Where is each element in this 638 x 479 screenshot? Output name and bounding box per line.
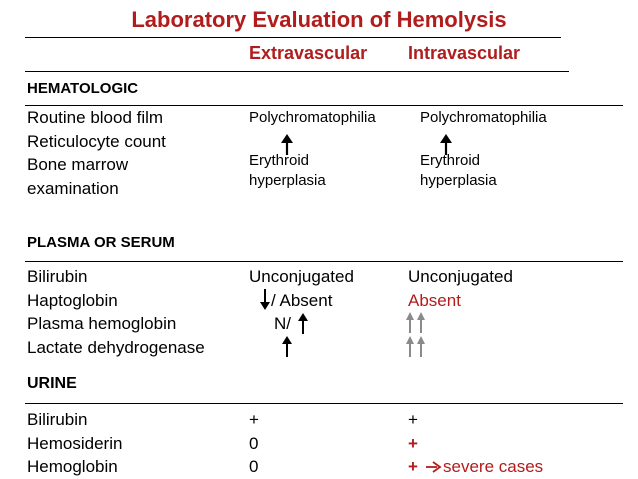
row-label: examination [27,178,119,198]
extra-film-value: Polychromatophilia [249,109,376,126]
row-label: Hemoglobin [27,457,118,476]
column-header-intravascular: Intravascular [408,43,521,63]
row-label: Lactate dehydrogenase [27,337,205,357]
section-heading-plasma: PLASMA OR SERUM [27,234,175,251]
divider-line [25,261,623,262]
divider-line [25,71,569,72]
decrease-arrow-icon [259,289,271,311]
extra-marrow-line2: hyperplasia [249,172,326,189]
double-increase-arrow-icon [405,312,427,334]
double-increase-arrow-icon [405,336,427,358]
extra-urine-hemosiderin: 0 [249,433,259,453]
row-label: Haptoglobin [27,290,118,310]
intra-bilirubin-value: Unconjugated [408,267,513,286]
divider-line [25,403,623,404]
right-arrow-icon [425,461,442,473]
intra-urine-hemoglobin-note: severe cases [443,457,544,476]
extra-haptoglobin-value: / Absent [271,290,333,310]
intra-urine-hemoglobin-sign: + [408,457,418,476]
row-label: Bilirubin [27,267,88,286]
intra-film-value: Polychromatophilia [420,109,547,126]
section-heading-hematologic: HEMATOLOGIC [27,80,139,97]
intra-urine-bilirubin: + [408,410,418,429]
divider-line [25,37,561,38]
section-heading-urine: URINE [27,375,77,392]
increase-arrow-icon [297,313,309,335]
extra-marrow-line1: Erythroid [249,152,310,169]
row-label: Plasma hemoglobin [27,314,177,333]
intra-marrow-line2: hyperplasia [420,172,497,189]
intra-urine-hemosiderin: + [408,433,418,453]
row-label: Bilirubin [27,410,88,429]
intra-haptoglobin-value: Absent [408,290,461,310]
increase-arrow-icon [281,336,293,358]
extra-urine-hemoglobin: 0 [249,457,259,476]
intra-marrow-line1: Erythroid [420,152,481,169]
row-label: Routine blood film [27,108,164,127]
extra-plasma-hb-value: N/ [274,314,291,333]
column-header-extravascular: Extravascular [249,43,368,63]
extra-bilirubin-value: Unconjugated [249,267,354,286]
page-title: Laboratory Evaluation of Hemolysis [131,7,507,32]
row-label: Hemosiderin [27,433,123,453]
row-label: Bone marrow [27,155,129,174]
row-label: Reticulocyte count [27,131,166,151]
extra-urine-bilirubin: + [249,410,259,429]
